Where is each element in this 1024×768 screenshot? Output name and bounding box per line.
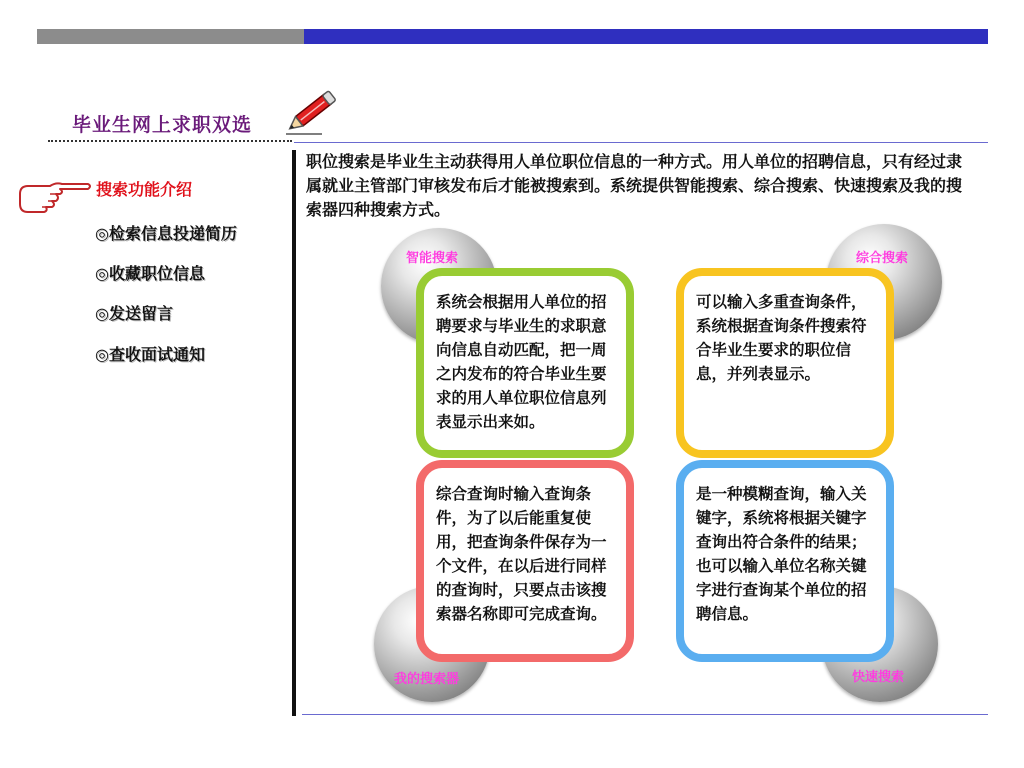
sphere-label-comprehensive: 综合搜索 xyxy=(856,251,909,266)
sidebar-item-retrieve-apply[interactable]: ◎检索信息投递简历 xyxy=(95,224,237,243)
sphere-label-mine: 我的搜索器 xyxy=(394,672,460,687)
sidebar-item-send-message[interactable]: ◎发送留言 xyxy=(95,304,173,323)
card-smart-search: 系统会根据用人单位的招聘要求与毕业生的求职意向信息自动匹配，把一周之内发布的符合毕业生要求的用人单位职位信息列表显示出来如。 xyxy=(416,268,634,458)
pencil-icon xyxy=(282,84,346,138)
sphere-label-smart: 智能搜索 xyxy=(406,251,459,266)
sidebar-item-search-intro[interactable]: 搜索功能介绍 xyxy=(96,180,193,199)
top-bar-blue xyxy=(304,29,988,44)
card-comprehensive-search: 可以输入多重查询条件，系统根据查询条件搜索符合毕业生要求的职位信息，并列表显示。 xyxy=(676,268,894,458)
card-my-searcher: 综合查询时输入查询条件，为了以后能重复使用，把查询条件保存为一个文件，在以后进行同样的查询时，只要点击该搜索器名称即可完成查询。 xyxy=(416,460,634,662)
top-bar-gray xyxy=(37,29,304,44)
content-bottom-divider xyxy=(302,714,988,715)
sidebar-item-favorites[interactable]: ◎收藏职位信息 xyxy=(95,264,205,283)
title-underline xyxy=(48,140,292,142)
sidebar-item-interview-notice[interactable]: ◎查收面试通知 xyxy=(95,345,205,364)
card-quick-search: 是一种模糊查询，输入关键字，系统将根据关键字查询出符合条件的结果；也可以输入单位名称关键字进行查询某个单位的招聘信息。 xyxy=(676,460,894,662)
sphere-label-quick: 快速搜索 xyxy=(852,670,905,685)
content-top-divider xyxy=(294,142,988,143)
sidebar-divider xyxy=(292,150,296,716)
intro-paragraph: 职位搜索是毕业生主动获得用人单位职位信息的一种方式。用人单位的招聘信息，只有经过隶属就业主管部门审核发布后才能被搜索到。系统提供智能搜索、综合搜索、快速搜索及我的搜索器四种搜索方式。 xyxy=(306,152,963,219)
page-title: 毕业生网上求职双选 xyxy=(72,114,253,136)
pointing-hand-icon xyxy=(16,176,92,216)
